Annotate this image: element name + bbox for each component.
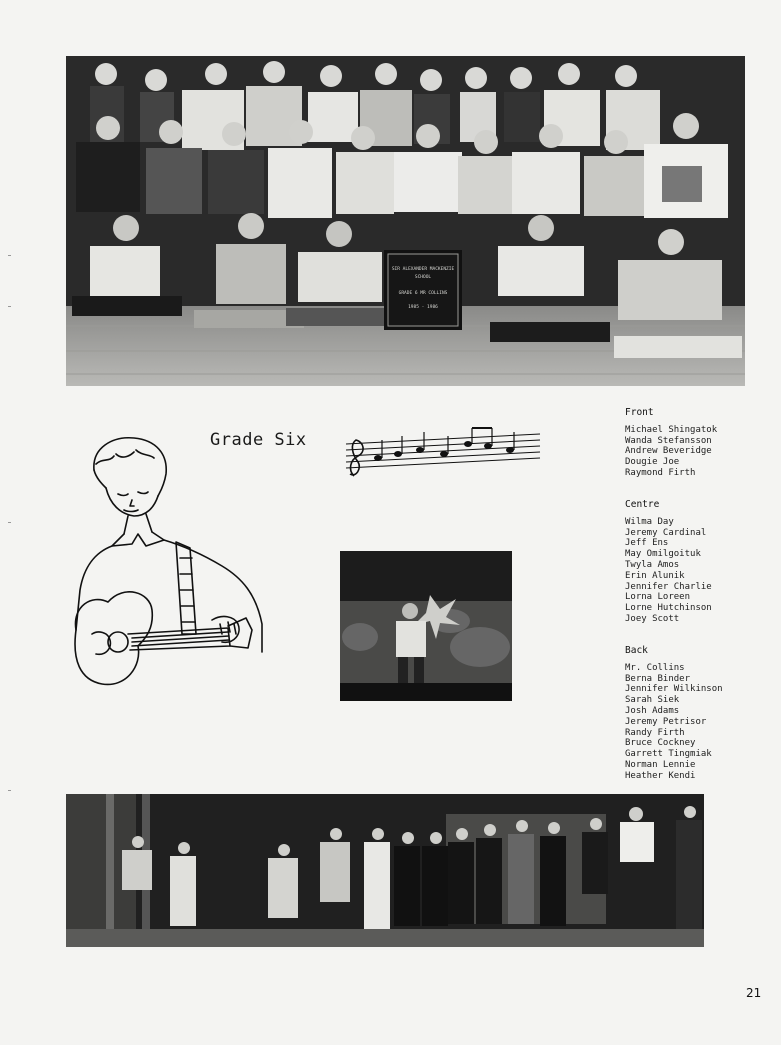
roster-name: Wilma Day xyxy=(625,516,674,527)
roster-front xyxy=(625,408,717,479)
roster-name: Raymond Firth xyxy=(625,467,696,478)
roster-name: Jeremy Petrisor xyxy=(625,716,707,727)
roster-name: Erin Alunik xyxy=(625,570,685,581)
roster-name: Berna Binder xyxy=(625,673,691,684)
roster-name: Bruce Cockney xyxy=(625,738,696,749)
roster-name: Twyla Amos xyxy=(625,559,680,570)
roster-front-title: Front xyxy=(625,407,654,418)
roster-back-title: Back xyxy=(625,645,648,656)
stage-performance-photo xyxy=(340,551,512,701)
music-notes-icon xyxy=(338,420,543,488)
roster-name: Garrett Tingmiak xyxy=(625,749,712,760)
margin-mark xyxy=(8,255,11,256)
roster-name: Lorne Hutchinson xyxy=(625,603,712,614)
margin-mark xyxy=(8,790,11,791)
margin-mark xyxy=(8,522,11,523)
page-number: 21 xyxy=(746,986,762,1000)
class-performance-photo xyxy=(66,794,704,947)
roster-centre-title: Centre xyxy=(625,499,660,510)
roster-name: Dougie Joe xyxy=(625,457,680,468)
roster-name: Heather Kendi xyxy=(625,770,696,781)
roster-name: Andrew Beveridge xyxy=(625,446,712,457)
roster-name: Jeff Ens xyxy=(625,538,669,549)
roster-back xyxy=(625,646,723,782)
margin-mark xyxy=(8,306,11,307)
roster-name: Josh Adams xyxy=(625,705,680,716)
roster-name: Michael Shingatok xyxy=(625,424,718,435)
roster-name: Sarah Siek xyxy=(625,695,680,706)
roster-name: Randy Firth xyxy=(625,727,685,738)
sign-line-4: 1985 - 1986 xyxy=(408,305,438,310)
guitar-player-drawing xyxy=(72,434,268,698)
roster-name: Wanda Stefansson xyxy=(625,435,712,446)
roster-name: Norman Lennie xyxy=(625,759,696,770)
roster-name: Joey Scott xyxy=(625,613,680,624)
roster-name: Mr. Collins xyxy=(625,662,685,673)
roster-centre xyxy=(625,500,712,625)
page-title: Grade Six xyxy=(210,430,307,450)
sign-line-3: GRADE 6 MR COLLINS xyxy=(398,291,448,296)
sign-line-1: SIR ALEXANDER MACKENZIE xyxy=(391,267,455,272)
roster-name: Jennifer Wilkinson xyxy=(625,684,723,695)
roster-name: Jennifer Charlie xyxy=(625,581,712,592)
roster-name: May Omilgoituk xyxy=(625,549,701,560)
roster-name: Jeremy Cardinal xyxy=(625,527,707,538)
roster-name: Lorna Loreen xyxy=(625,592,691,603)
sign-line-2: SCHOOL xyxy=(414,275,432,280)
class-group-photo xyxy=(66,56,745,386)
